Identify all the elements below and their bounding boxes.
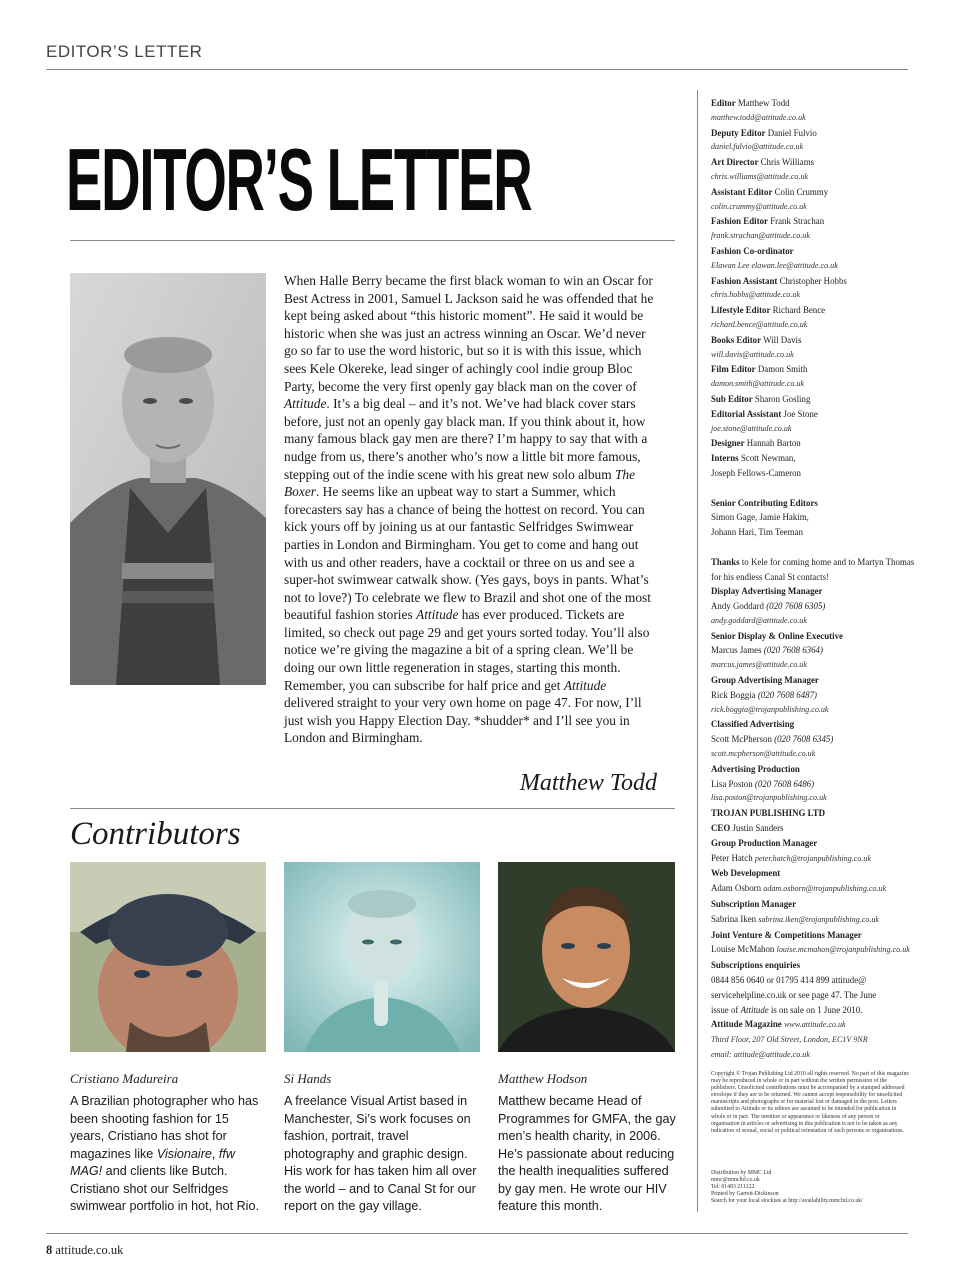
masthead-email[interactable]: email: attitude@attitude.co.uk <box>711 1050 810 1059</box>
masthead-email[interactable]: frank.strachan@attitude.co.uk <box>711 231 810 241</box>
masthead-email[interactable]: will.davis@attitude.co.uk <box>711 349 794 359</box>
masthead-entry: Rick Boggia (020 7608 6487) <box>711 689 818 700</box>
masthead-entry: TROJAN PUBLISHING LTD <box>711 808 826 819</box>
masthead-entry: Books Editor Will Davis <box>711 334 802 345</box>
contributor-bio: A Brazilian photographer who has been shooting fashion for 15 years, Cristiano has shot for magazines like Visionaire, ffw MAG! and clients like Butch. Cristiano shot our Selfridges swimwear portfolio in hot, hot Rio. <box>70 1094 259 1213</box>
masthead-entry: Display Advertising Manager <box>711 586 823 597</box>
masthead-email[interactable]: andy.goddard@attitude.co.uk <box>711 615 807 625</box>
masthead-entry: 0844 856 0640 or 01795 414 899 attitude@ <box>711 975 867 986</box>
masthead-entry: Interns Scott Newman, <box>711 453 796 464</box>
footer-rule <box>46 1233 908 1234</box>
masthead-entry: Subscriptions enquiries <box>711 960 801 971</box>
masthead-address: Third Floor, 207 Old Street, London, EC1V 9NR <box>711 1035 868 1045</box>
masthead-entry: Simon Gage, Jamie Hakim, <box>711 512 809 523</box>
masthead-entry: Joint Venture & Competitions Manager <box>711 929 862 940</box>
masthead-entry: Group Production Manager <box>711 837 818 848</box>
column-divider <box>697 90 698 1212</box>
contributors-rule <box>70 808 675 809</box>
masthead-entry: Web Development <box>711 868 781 879</box>
masthead-entry: Editor Matthew Todd <box>711 98 790 108</box>
page-number: 8 <box>46 1243 53 1257</box>
signature: Matthew Todd <box>519 770 657 796</box>
masthead-entry: Johann Hari, Tim Teeman <box>711 527 803 538</box>
masthead-entry: Joseph Fellows-Cameron <box>711 467 801 478</box>
masthead-email[interactable]: joe.stone@attitude.co.uk <box>711 423 792 433</box>
masthead-entry: Art Director Chris Williams <box>711 157 815 168</box>
section-header: EDITOR’S LETTER <box>46 42 203 61</box>
masthead-entry: Lisa Poston (020 7608 6486) <box>711 778 815 789</box>
masthead-email[interactable]: Elawan Lee elawan.lee@attitude.co.uk <box>711 260 838 270</box>
masthead-entry: Classified Advertising <box>711 719 795 730</box>
masthead-entry: Attitude Magazine www.attitude.co.uk <box>711 1019 846 1030</box>
page-footer <box>46 1243 123 1258</box>
masthead-entry: Andy Goddard (020 7608 6305) <box>711 601 826 612</box>
headline-rule <box>70 240 675 241</box>
masthead-entry: Fashion Editor Frank Strachan <box>711 216 825 227</box>
masthead-email[interactable]: lisa.poston@trojanpublishing.co.uk <box>711 793 827 803</box>
masthead-entry: Assistant Editor Colin Crummy <box>711 186 829 197</box>
contributor-name: Matthew Hodson <box>498 1071 588 1086</box>
masthead-email[interactable]: scott.mcpherson@attitude.co.uk <box>711 749 816 759</box>
contributor-photo <box>284 862 480 1052</box>
masthead-entry: Editorial Assistant Joe Stone <box>711 408 818 419</box>
masthead-entry: Peter Hatch peter.hatch@trojanpublishing.co.uk <box>711 852 872 863</box>
masthead-entry: issue of Attitude is on sale on 1 June 2010. <box>711 1004 863 1015</box>
masthead-entry: Marcus James (020 7608 6364) <box>711 645 823 656</box>
masthead-entry: Louise McMahon louise.mcmahon@trojanpublishing.co.uk <box>711 944 910 955</box>
letter-body: When Halle Berry became the first black woman to win an Oscar for Best Actress in 2001, Samuel L Jackson said he was offended that he kept being asked about “this historic moment”. He said it would be historic when she was just an actress winning an Oscar. We’d never go so far to use the word historic, but so it is with this issue, which sees Kele Okereke, lead singer of achingly cool indie group Bloc Party, become the very first openly gay black man on the cover of Attitude. It’s a big deal – and it’s not. We’ve had black cover stars before, just not an openly gay black man. If you think about it, how many famous black gay men are there? I’m happy to say that with a nudge from us, there’s another who’s now a little bit more famous, stepping out of the indie scene with his great new solo album The Boxer. He seems like an upbeat way to start a Summer, which forecasters say has a chance of being the hottest on record. You can kick yours off by joining us at our fantastic Selfridges Swimwear parties in London and Birmingham. You get to come and hang out with us and other readers, have a cocktail or three on us and see a super-hot swimwear catwalk show. (Yes gays, boys in pants. What’s not to love?) To celebrate we flew to Brazil and shot one of the most beautiful fashion stories Attitude has ever produced. Tickets are limited, so check out page 29 and get yours sorted today. You’ll also notice we’re giving the magazine a bit of a spring clean. We’ll be doing our own little regeneration in stages, starting this month. Remember, you can subscribe for half price and get Attitude delivered straight to your very own home on page 47. For now, I’ll just wish you Happy Election Day. *shudder* and I’ll see you in London and Birmingham. <box>284 273 654 746</box>
page-title: EDITOR’S LETTER <box>66 130 532 229</box>
masthead-email[interactable]: chris.williams@attitude.co.uk <box>711 171 809 181</box>
masthead-email[interactable]: colin.crummy@attitude.co.uk <box>711 201 807 211</box>
masthead-entry: Senior Display & Online Executive <box>711 630 843 641</box>
editor-photo <box>70 273 266 685</box>
masthead-email[interactable]: marcus.james@attitude.co.uk <box>711 660 807 670</box>
masthead-email[interactable]: damon.smith@attitude.co.uk <box>711 379 805 389</box>
masthead-spacer <box>711 481 921 496</box>
contributor-name: Si Hands <box>284 1071 332 1086</box>
masthead <box>711 96 921 1063</box>
masthead-entry: Subscription Manager <box>711 899 797 910</box>
masthead-entry: Designer Hannah Barton <box>711 438 801 449</box>
masthead-entry: Sub Editor Sharon Gosling <box>711 393 811 404</box>
site-url: attitude.co.uk <box>55 1243 124 1257</box>
masthead-entry: Sabrina Iken sabrina.iken@trojanpublishing.co.uk <box>711 913 880 924</box>
masthead-entry: Scott McPherson (020 7608 6345) <box>711 734 834 745</box>
masthead-email[interactable]: chris.hobbs@attitude.co.uk <box>711 290 801 300</box>
copyright-notice: Copyright © Trojan Publishing Ltd 2010 all rights reserved. No part of this magazine may be reproduced in whole or in part without the written permission of the publishers. Unsolicited contributions must be accompanied by a stamped addressed envelope if they are to be returned. We cannot accept responsibility for unsolicited manuscripts and photographs or for material lost or damaged in the post. Letters submitted to Attitude or its editors are assumed to be intended for publication in whole or in part. The mention or appearance or likeness of any person or organisation in articles or advertising in this publication is not to be taken as any indication of sexual, social or political orientation of such persons or organisations. <box>711 1071 909 1134</box>
masthead-entry: Deputy Editor Daniel Fulvio <box>711 127 817 138</box>
distribution-info: Distribution by MMC Ltd mmc@mmcltd.co.uk Tel: 01483 211222 Printed by Garrett-Dickinson Search for your local stockists at http://availability.mmcltd.co.uk/ <box>711 1170 863 1205</box>
masthead-entry: Advertising Production <box>711 763 800 774</box>
contributor-photo <box>70 862 266 1052</box>
contributor-bio: Matthew became Head of Programmes for GMFA, the gay men’s health charity, in 2006. He’s passionate about reducing the health inequalities suffered by gay men. He wrote our HIV feature this month. <box>498 1094 676 1213</box>
masthead-entry: Fashion Co-ordinator <box>711 245 794 256</box>
masthead-entry: Lifestyle Editor Richard Bence <box>711 305 826 316</box>
contributor-name: Cristiano Madureira <box>70 1071 179 1086</box>
masthead-url[interactable]: www.attitude.co.uk <box>783 1020 846 1030</box>
masthead-email[interactable]: rick.boggia@trojanpublishing.co.uk <box>711 704 829 714</box>
masthead-entry: Film Editor Damon Smith <box>711 364 808 375</box>
masthead-email[interactable]: daniel.fulvio@attitude.co.uk <box>711 142 804 152</box>
masthead-entry: Group Advertising Manager <box>711 675 819 686</box>
masthead-entry: Senior Contributing Editors <box>711 497 818 508</box>
header-rule <box>46 69 908 70</box>
masthead-email[interactable]: richard.bence@attitude.co.uk <box>711 319 808 329</box>
masthead-entry: Fashion Assistant Christopher Hobbs <box>711 275 847 286</box>
masthead-entry: servicehelpline.co.uk or see page 47. The June <box>711 989 877 1000</box>
contributor-photo <box>498 862 675 1052</box>
contributors-title: Contributors <box>70 816 241 852</box>
contributor-bio: A freelance Visual Artist based in Manchester, Si’s work focuses on fashion, portrait, travel photography and graphic design. His work for has taken him all over the world – and to Canal St for our report on the gay village. <box>284 1094 477 1213</box>
masthead-entry: CEO Justin Sanders <box>711 823 784 834</box>
masthead-entry: Adam Osborn adam.osborn@trojanpublishing.co.uk <box>711 883 887 894</box>
masthead-thanks: Thanks to Kele for coming home and to Martyn Thomas for his endless Canal St contacts! <box>711 556 915 582</box>
masthead-email[interactable]: matthew.todd@attitude.co.uk <box>711 112 806 122</box>
masthead-spacer <box>711 540 921 555</box>
